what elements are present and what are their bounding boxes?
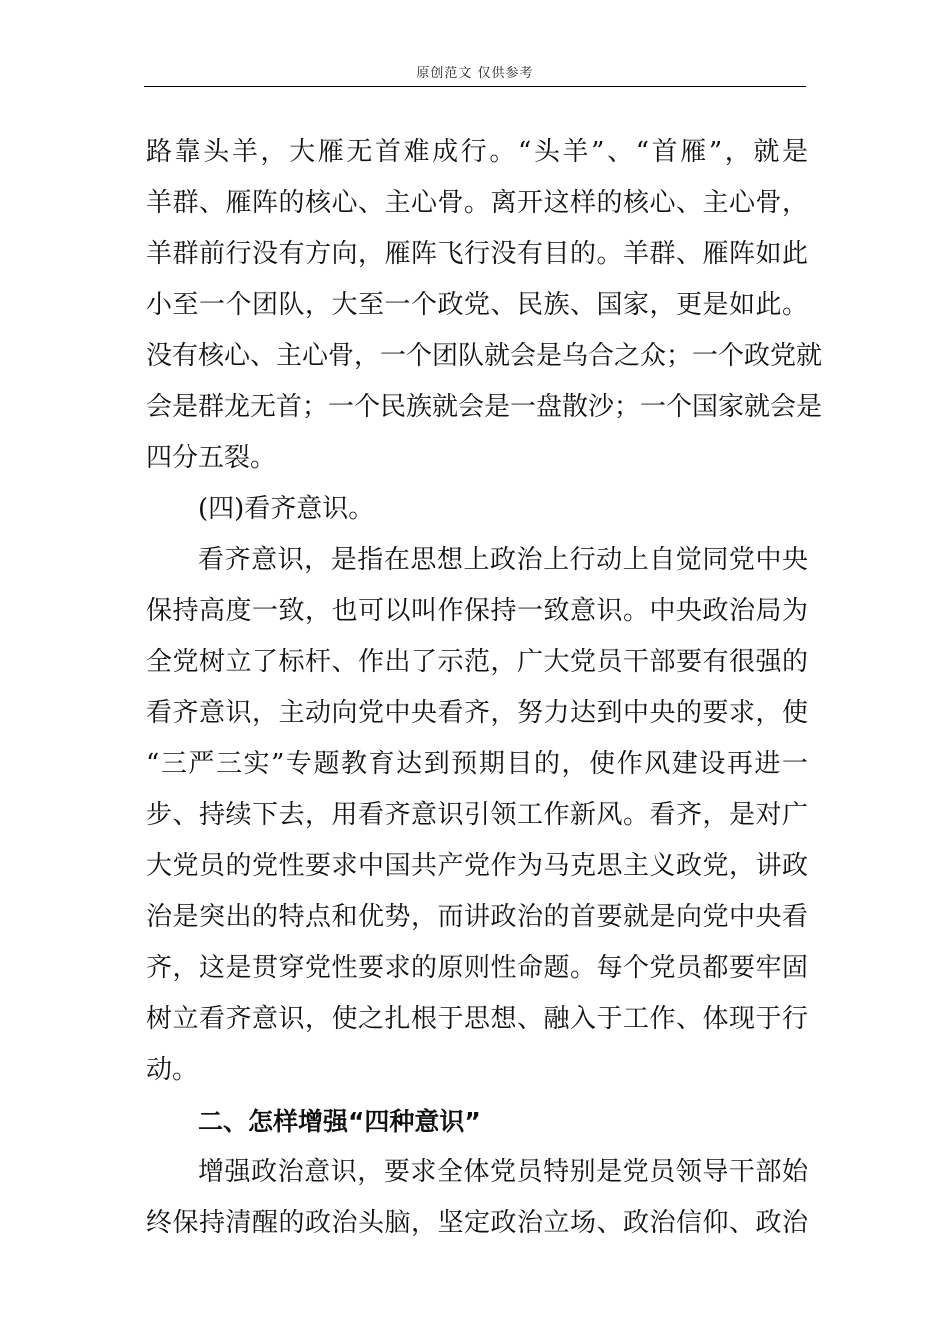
body-line: 动。 — [146, 1055, 199, 1085]
body-line: 全党树立了标杆、作出了示范，广大党员干部要有很强的 — [146, 647, 808, 677]
section-heading: 二、怎样增强“四种意识” — [198, 1107, 481, 1136]
page-header — [144, 62, 806, 87]
body-line: 路靠头羊，大雁无首难成行。“头羊”、“首雁”，就是 — [146, 137, 808, 167]
body-line: 小至一个团队，大至一个政党、民族、国家，更是如此。 — [146, 290, 808, 320]
body-line: 齐，这是贯穿党性要求的原则性命题。每个党员都要牢固 — [146, 953, 808, 983]
body-line: 没有核心、主心骨，一个团队就会是乌合之众；一个政党就 — [146, 341, 823, 371]
body-line: 终保持清醒的政治头脑，坚定政治立场、政治信仰、政治 — [146, 1208, 808, 1238]
body-line: 羊群前行没有方向，雁阵飞行没有目的。羊群、雁阵如此 — [146, 239, 808, 269]
body-line: 会是群龙无首；一个民族就会是一盘散沙；一个国家就会是 — [146, 392, 823, 422]
body-line: 保持高度一致，也可以叫作保持一致意识。中央政治局为 — [146, 596, 808, 626]
body-line: “三严三实”专题教育达到预期目的，使作风建设再进一 — [146, 749, 808, 779]
body-line: 治是突出的特点和优势，而讲政治的首要就是向党中央看 — [146, 902, 808, 932]
body-line: 羊群、雁阵的核心、主心骨。离开这样的核心、主心骨， — [146, 188, 808, 218]
body-line: 树立看齐意识，使之扎根于思想、融入于工作、体现于行 — [146, 1004, 808, 1034]
header-text: 原创范文 仅供参考 — [416, 66, 534, 81]
section-subheading: (四)看齐意识。 — [198, 494, 375, 524]
body-line: 大党员的党性要求中国共产党作为马克思主义政党，讲政 — [146, 851, 808, 881]
document-body — [146, 127, 823, 1249]
body-line: 增强政治意识，要求全体党员特别是党员领导干部始 — [198, 1157, 808, 1187]
body-line: 步、持续下去，用看齐意识引领工作新风。看齐，是对广 — [146, 800, 808, 830]
body-line: 看齐意识，主动向党中央看齐，努力达到中央的要求，使 — [146, 698, 808, 728]
body-line: 四分五裂。 — [146, 443, 277, 473]
body-line: 看齐意识，是指在思想上政治上行动上自觉同党中央 — [198, 545, 808, 575]
